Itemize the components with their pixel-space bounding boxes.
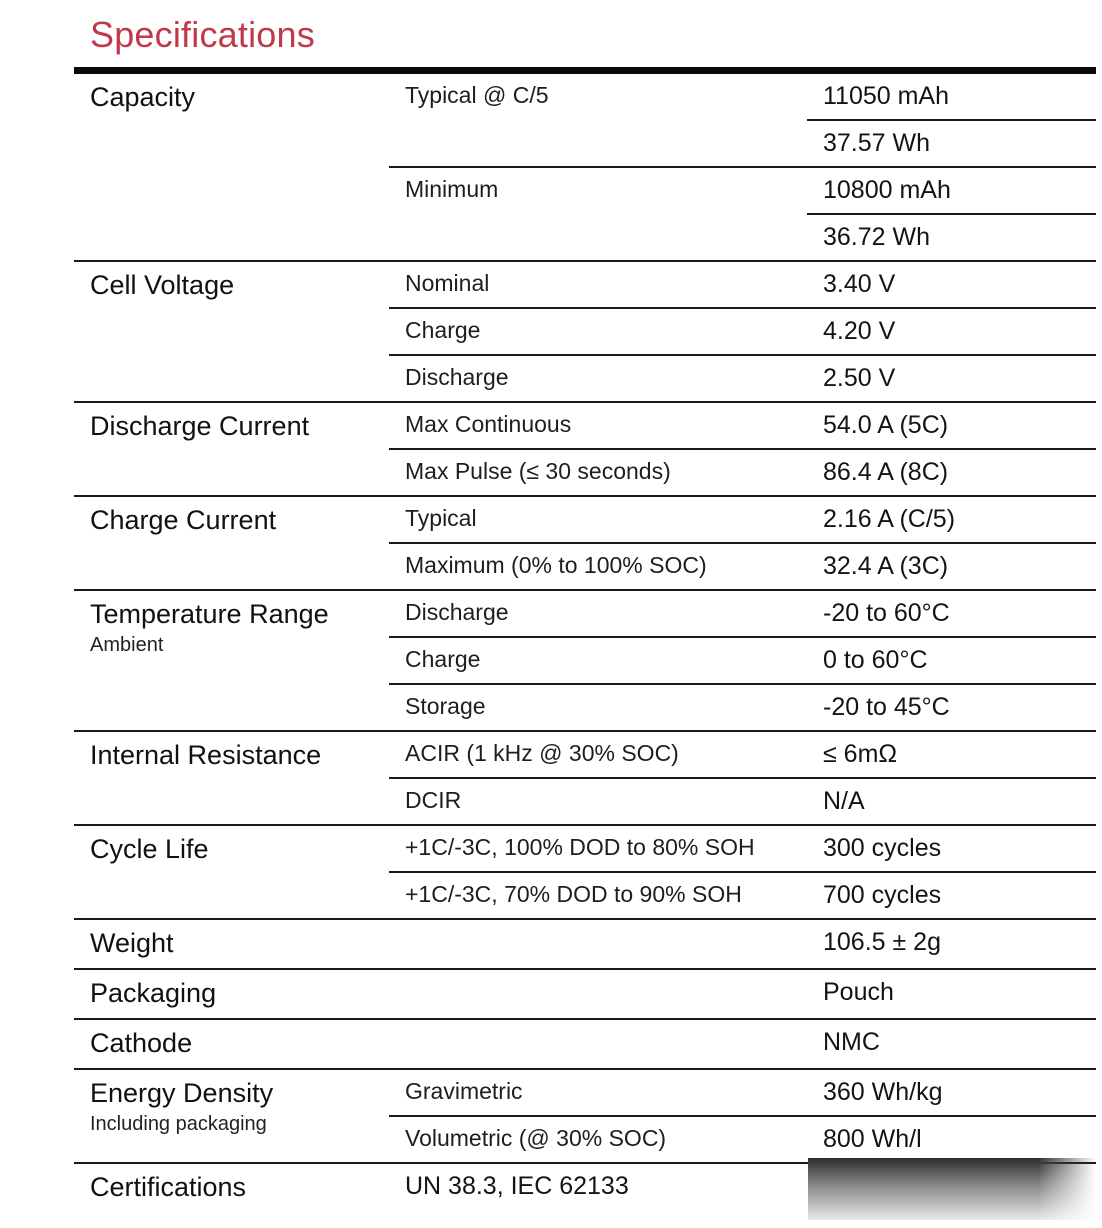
category-weight — [74, 919, 389, 969]
category-label: Weight — [90, 928, 174, 958]
spec-label-empty — [389, 120, 807, 167]
table-row — [74, 919, 1096, 969]
header-rule — [74, 67, 1096, 74]
spec-value: 800 Wh/l — [807, 1116, 1096, 1163]
category-capacity — [74, 74, 389, 261]
spec-label: Max Pulse (≤ 30 seconds) — [389, 449, 807, 496]
category-label: Capacity — [90, 82, 196, 112]
category-label: Temperature Range — [90, 599, 329, 629]
spec-label: Nominal — [389, 261, 807, 308]
spec-value: 54.0 A (5C) — [807, 402, 1096, 449]
spec-label: Volumetric (@ 30% SOC) — [389, 1116, 807, 1163]
spec-value: 360 Wh/kg — [807, 1069, 1096, 1116]
spec-label: ACIR (1 kHz @ 30% SOC) — [389, 731, 807, 778]
spec-label: Charge — [389, 308, 807, 355]
table-row — [74, 969, 1096, 1019]
spec-value: 37.57 Wh — [807, 120, 1096, 167]
spec-value: 86.4 A (8C) — [807, 449, 1096, 496]
table-row — [74, 825, 1096, 872]
category-cathode — [74, 1019, 389, 1069]
category-label: Packaging — [90, 978, 217, 1008]
shadow-artifact — [808, 1158, 1096, 1220]
table-row — [74, 590, 1096, 637]
category-cycle-life — [74, 825, 389, 919]
table-row — [74, 496, 1096, 543]
category-label: Charge Current — [90, 505, 277, 535]
table-row — [74, 261, 1096, 308]
spec-value: 0 to 60°C — [807, 637, 1096, 684]
table-row — [74, 74, 1096, 120]
spec-label: Max Continuous — [389, 402, 807, 449]
spec-value: 4.20 V — [807, 308, 1096, 355]
spec-value: 3.40 V — [807, 261, 1096, 308]
spec-label: +1C/-3C, 100% DOD to 80% SOH — [389, 825, 807, 872]
spec-label: Discharge — [389, 590, 807, 637]
category-temperature-range — [74, 590, 389, 731]
spec-value: ≤ 6mΩ — [807, 731, 1096, 778]
spec-value: 11050 mAh — [807, 74, 1096, 120]
spec-value: N/A — [807, 778, 1096, 825]
table-row — [74, 1019, 1096, 1069]
spec-label-empty — [389, 969, 807, 1019]
category-subtitle: Ambient — [90, 634, 164, 656]
table-row — [74, 402, 1096, 449]
spec-label: +1C/-3C, 70% DOD to 90% SOH — [389, 872, 807, 919]
spec-value: -20 to 60°C — [807, 590, 1096, 637]
category-label: Cathode — [90, 1028, 193, 1058]
category-label: Cycle Life — [90, 834, 209, 864]
spec-label-empty — [389, 1019, 807, 1069]
spec-value: 2.50 V — [807, 355, 1096, 402]
spec-value: 300 cycles — [807, 825, 1096, 872]
spec-value: 106.5 ± 2g — [807, 919, 1096, 969]
spec-value: 36.72 Wh — [807, 214, 1096, 261]
spec-label: Gravimetric — [389, 1069, 807, 1116]
spec-label: DCIR — [389, 778, 807, 825]
table-row — [74, 1069, 1096, 1116]
category-label: Certifications — [90, 1172, 247, 1202]
spec-value: Pouch — [807, 969, 1096, 1019]
category-discharge-current — [74, 402, 389, 496]
spec-label: Maximum (0% to 100% SOC) — [389, 543, 807, 590]
spec-label: Charge — [389, 637, 807, 684]
page-title: Specifications — [90, 14, 315, 55]
spec-value: UN 38.3, IEC 62133 — [405, 1172, 629, 1200]
category-cell-voltage — [74, 261, 389, 402]
category-energy-density — [74, 1069, 389, 1163]
category-label: Discharge Current — [90, 411, 310, 441]
spec-label: Typical — [389, 496, 807, 543]
category-charge-current — [74, 496, 389, 590]
spec-value: 10800 mAh — [807, 167, 1096, 214]
spec-value: -20 to 45°C — [807, 684, 1096, 731]
spec-label: Minimum — [405, 176, 499, 202]
spec-value: 32.4 A (3C) — [807, 543, 1096, 590]
category-certifications — [74, 1163, 389, 1212]
category-internal-resistance — [74, 731, 389, 825]
spec-label: Discharge — [389, 355, 807, 402]
spec-label-empty — [389, 214, 807, 261]
category-packaging — [74, 969, 389, 1019]
spec-value: 2.16 A (C/5) — [807, 496, 1096, 543]
category-label: Energy Density — [90, 1078, 274, 1108]
spec-value: NMC — [807, 1019, 1096, 1069]
spec-label: Storage — [389, 684, 807, 731]
specifications-table — [74, 74, 1096, 1212]
spec-value: 700 cycles — [807, 872, 1096, 919]
category-subtitle: Including packaging — [90, 1113, 267, 1135]
table-row — [74, 731, 1096, 778]
category-label: Cell Voltage — [90, 270, 235, 300]
category-label: Internal Resistance — [90, 740, 322, 770]
spec-label: Typical @ C/5 — [405, 82, 549, 108]
spec-label-empty — [389, 919, 807, 969]
